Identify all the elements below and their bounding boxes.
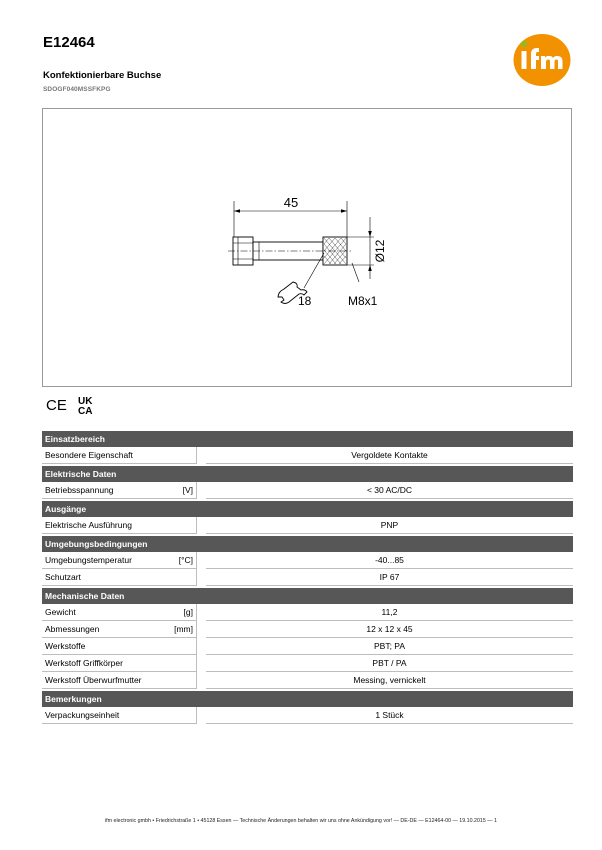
row-value: Vergoldete Kontakte [206, 447, 573, 464]
row-unit [172, 707, 197, 724]
spec-section-einsatzbereich [42, 429, 573, 464]
section-header: Umgebungsbedingungen [42, 534, 573, 552]
ifm-logo [512, 33, 572, 87]
section-header: Einsatzbereich [42, 429, 573, 447]
row-unit [172, 638, 197, 655]
table-row [42, 672, 573, 689]
page-footer [0, 818, 602, 824]
table-row [42, 621, 573, 638]
row-label: Schutzart [42, 569, 172, 586]
row-label: Gewicht [42, 604, 172, 621]
product-title: E12464 [43, 34, 95, 51]
row-unit: [mm] [172, 621, 197, 638]
ce-mark: CE [46, 397, 67, 414]
table-row [42, 569, 573, 586]
ukca-mark-top: UK [78, 396, 93, 407]
row-unit: [g] [172, 604, 197, 621]
row-label: Werkstoffe [42, 638, 172, 655]
table-row [42, 604, 573, 621]
row-label: Umgebungstemperatur [42, 552, 172, 569]
table-row [42, 482, 573, 499]
table-row [42, 447, 573, 464]
row-value: < 30 AC/DC [206, 482, 573, 499]
row-value: Messing, vernickelt [206, 672, 573, 689]
table-row [42, 707, 573, 724]
row-value: 11,2 [206, 604, 573, 621]
technical-drawing-frame [42, 108, 572, 387]
thread-label: M8x1 [348, 294, 378, 308]
row-label: Abmessungen [42, 621, 172, 638]
row-unit: [V] [172, 482, 197, 499]
table-row [42, 552, 573, 569]
page-number: 1 [494, 818, 497, 824]
row-label: Verpackungseinheit [42, 707, 172, 724]
wrench-size-label: 18 [298, 294, 312, 308]
footer-text: ifm electronic gmbh • Friedrichstraße 1 • 45128 Essen — Technische Änderungen behalten wir uns ohne Ankündigung vor! — DE-DE — E12464-00 — 19.10.2015 — [105, 818, 493, 824]
spec-section-bemerkungen [42, 689, 573, 724]
row-value: 12 x 12 x 45 [206, 621, 573, 638]
diameter-dimension-label: Ø12 [373, 239, 387, 263]
row-label: Werkstoff Überwurfmutter [42, 672, 172, 689]
ukca-mark-bottom: CA [78, 406, 93, 416]
row-value: PNP [206, 517, 573, 534]
length-dimension-label: 45 [283, 195, 299, 210]
row-unit [172, 655, 197, 672]
table-row [42, 517, 573, 534]
product-subtitle: Konfektionierbare Buchse [43, 70, 162, 81]
row-value: IP 67 [206, 569, 573, 586]
row-unit [172, 569, 197, 586]
section-header: Mechanische Daten [42, 586, 573, 604]
spec-section-elektrische-daten [42, 464, 573, 499]
section-header: Ausgänge [42, 499, 573, 517]
row-value: PBT / PA [206, 655, 573, 672]
specification-table [42, 429, 573, 724]
row-value: 1 Stück [206, 707, 573, 724]
product-code: SDOGF040MSSFKPG [43, 86, 111, 93]
table-row [42, 638, 573, 655]
section-header: Bemerkungen [42, 689, 573, 707]
table-row [42, 655, 573, 672]
row-value: PBT; PA [206, 638, 573, 655]
certification-marks [46, 394, 106, 416]
section-header: Elektrische Daten [42, 464, 573, 482]
row-label: Besondere Eigenschaft [42, 447, 172, 464]
row-label: Betriebsspannung [42, 482, 172, 499]
row-unit [172, 447, 197, 464]
row-value: -40...85 [206, 552, 573, 569]
spec-section-mechanische-daten [42, 586, 573, 689]
spec-section-ausgaenge [42, 499, 573, 534]
technical-drawing [228, 193, 388, 308]
row-label: Elektrische Ausführung [42, 517, 172, 534]
row-unit: [°C] [172, 552, 197, 569]
spec-section-umgebungsbedingungen [42, 534, 573, 586]
row-unit [172, 672, 197, 689]
row-label: Werkstoff Griffkörper [42, 655, 172, 672]
row-unit [172, 517, 197, 534]
